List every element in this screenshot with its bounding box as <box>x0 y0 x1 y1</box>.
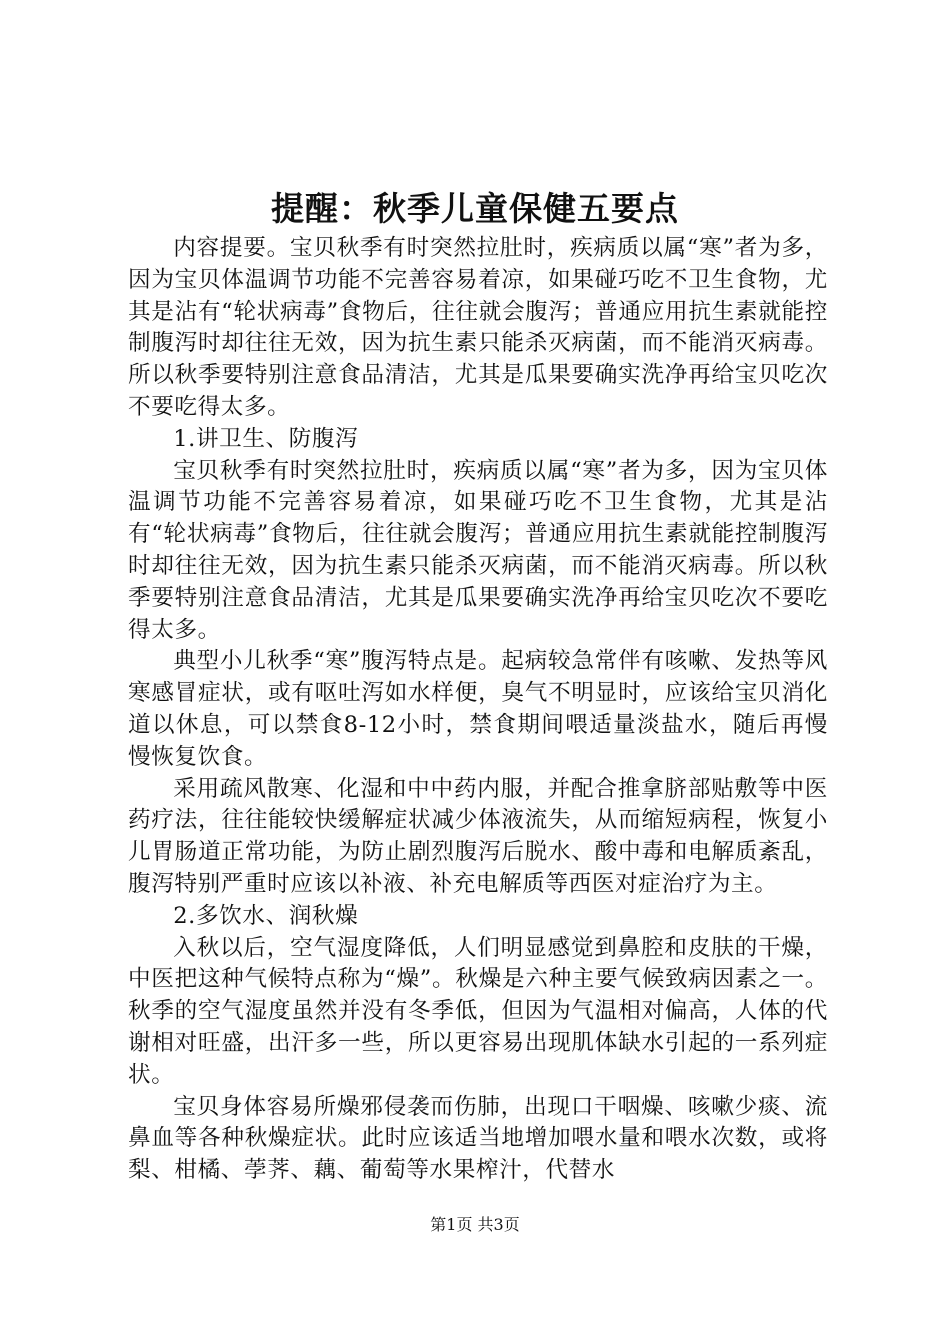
document-title: 提醒：秋季儿童保健五要点 <box>271 189 679 228</box>
paragraph: 宝贝秋季有时突然拉肚时，疾病质以属“寒”者为多，因为宝贝体温调节功能不完善容易着凉，如果碰巧吃不卫生食物，尤其是沾有“轮状病毒”食物后，往往就会腹泻；普通应用抗生素就能控制腹泻时却往往无效，因为抗生素只能杀灭病菌，而不能消灭病毒。所以秋季要特别注意食品清洁，尤其是瓜果要确实洗净再给宝贝吃次不要吃得太多。 <box>128 457 828 643</box>
section-heading-hygiene: 1.讲卫生、防腹泻 <box>173 425 359 452</box>
document-body <box>128 233 828 1187</box>
paragraph: 宝贝身体容易所燥邪侵袭而伤肺，出现口干咽燥、咳嗽少痰、流鼻血等各种秋燥症状。此时应该适当地增加喂水量和喂水次数，或将梨、柑橘、荸荠、藕、葡萄等水果榨汁，代替水 <box>128 1093 828 1184</box>
page-footer: 第1页 共3页 <box>430 1215 520 1234</box>
section-heading-hydration: 2.多饮水、润秋燥 <box>173 902 359 929</box>
paragraph: 典型小儿秋季“寒”腹泻特点是。起病较急常伴有咳嗽、发热等风寒感冒症状，或有呕吐泻如水样便，臭气不明显时，应该给宝贝消化道以休息，可以禁食8-12小时，禁食期间喂适量淡盐水，随后再慢慢恢复饮食。 <box>128 648 828 770</box>
paragraph-summary: 内容提要。宝贝秋季有时突然拉肚时，疾病质以属“寒”者为多，因为宝贝体温调节功能不完善容易着凉，如果碰巧吃不卫生食物，尤其是沾有“轮状病毒”食物后，往往就会腹泻；普通应用抗生素就能控制腹泻时却往往无效，因为抗生素只能杀灭病菌，而不能消灭病毒。所以秋季要特别注意食品清洁，尤其是瓜果要确实洗净再给宝贝吃次不要吃得太多。 <box>128 235 828 420</box>
paragraph: 采用疏风散寒、化湿和中中药内服，并配合推拿脐部贴敷等中医药疗法，往往能较快缓解症状减少体液流失，从而缩短病程，恢复小儿胃肠道正常功能，为防止剧烈腹泻后脱水、酸中毒和电解质紊乱，腹泻特别严重时应该以补液、补充电解质等西医对症治疗为主。 <box>128 775 828 897</box>
paragraph: 入秋以后，空气湿度降低，人们明显感觉到鼻腔和皮肤的干燥，中医把这种气候特点称为“燥”。秋燥是六种主要气候致病因素之一。秋季的空气湿度虽然并没有冬季低，但因为气温相对偏高，人体的代谢相对旺盛，出汗多一些，所以更容易出现肌体缺水引起的一系列症状。 <box>128 934 828 1088</box>
